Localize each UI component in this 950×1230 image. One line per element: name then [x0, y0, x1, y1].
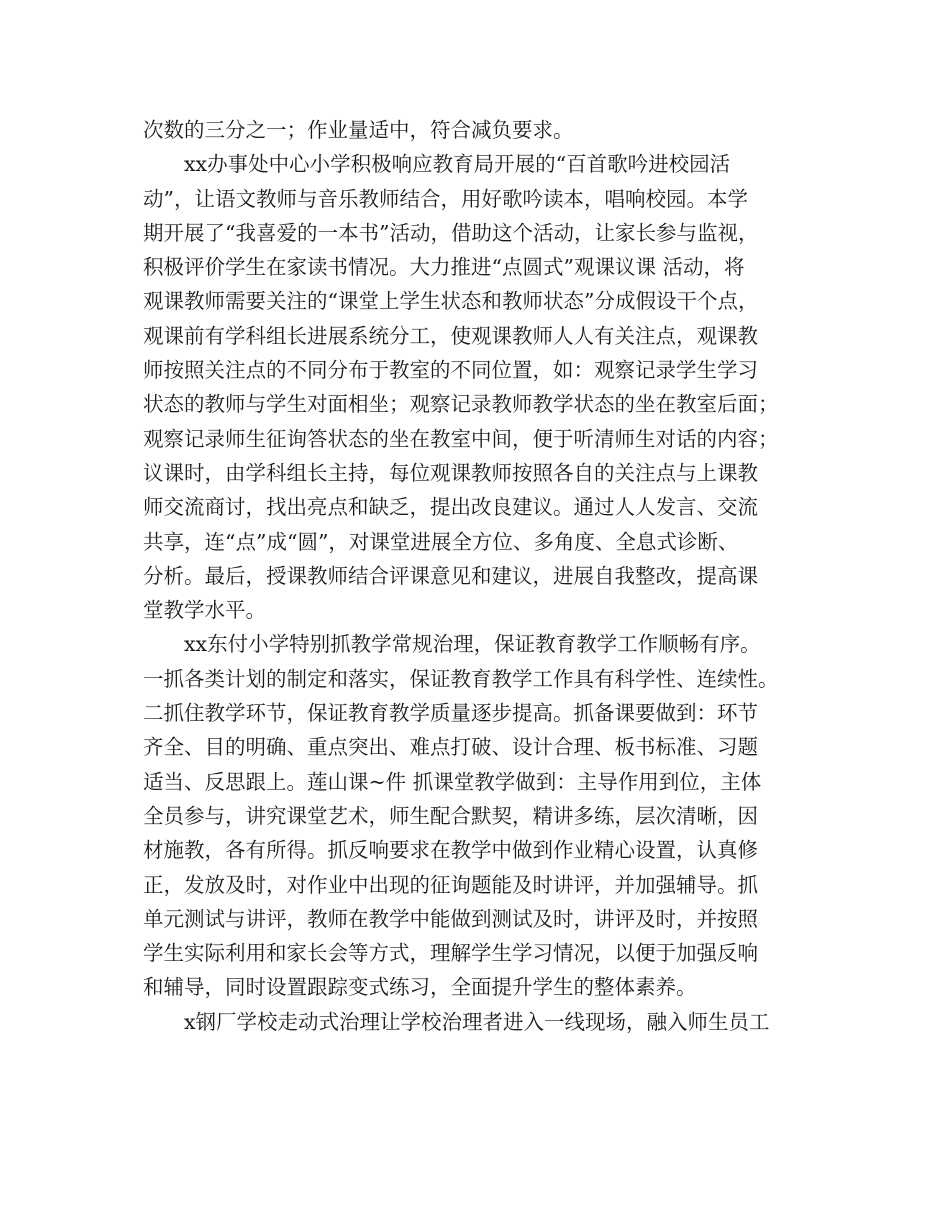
- paragraph-line: 观课教师需要关注的“课堂上学生状态和教师状态”分成假设干个点，: [143, 289, 759, 314]
- paragraph-line: 师交流商讨，找出亮点和缺乏，提出改良建议。通过人人发言、交流: [143, 495, 758, 520]
- paragraph-line: 和辅导，同时设置跟踪变式练习，全面提升学生的整体素养。: [143, 975, 697, 1000]
- paragraph-line: 分析。最后，授课教师结合评课意见和建议，进展自我整改，提高课: [143, 563, 758, 588]
- paragraph-line: 材施教，各有所得。抓反响要求在教学中做到作业精心设置，认真修: [143, 838, 758, 863]
- paragraph-line: 正，发放及时，对作业中出现的征询题能及时讲评，并加强辅导。抓: [143, 872, 758, 897]
- paragraph-line: 学生实际利用和家长会等方式，理解学生学习情况，以便于加强反响: [143, 941, 758, 966]
- paragraph-line: 期开展了“我喜爱的一本书”活动，借助这个活动，让家长参与监视，: [143, 220, 759, 245]
- paragraph-line: 一抓各类计划的制定和落实，保证教育教学工作具有科学性、连续性。: [143, 666, 779, 691]
- paragraph-first-line: xx东付小学特别抓教学常规治理，保证教育教学工作顺畅有序。: [184, 632, 761, 657]
- paragraph-line: 议课时，由学科组长主持，每位观课教师按照各自的关注点与上课教: [143, 460, 758, 485]
- paragraph-line: 齐全、目的明确、重点突出、难点打破、设计合理、板书标准、习题: [143, 735, 758, 760]
- paragraph-first-line: x钢厂学校走动式治理让学校治理者进入一线现场，融入师生员工: [184, 1009, 770, 1034]
- paragraph-line: 二抓住教学环节，保证教育教学质量逐步提高。抓备课要做到：环节: [143, 701, 758, 726]
- paragraph-line: 积极评价学生在家读书情况。大力推进“点圆式”观课议课 活动，将: [143, 255, 745, 280]
- paragraph-line: 堂教学水平。: [143, 598, 266, 623]
- paragraph-line: 状态的教师与学生对面相坐；观察记录教师教学状态的坐在教室后面；: [143, 392, 779, 417]
- paragraph-line: 观察记录师生征询答状态的坐在教室中间，便于听清师生对话的内容；: [143, 426, 779, 451]
- paragraph-first-line: xx办事处中心小学积极响应教育局开展的“百首歌吟进校园活: [184, 152, 731, 177]
- paragraph-line: 次数的三分之一；作业量适中，符合减负要求。: [143, 118, 574, 142]
- paragraph-line: 观课前有学科组长进展系统分工，使观课教师人人有关注点，观课教: [143, 323, 758, 348]
- paragraph-line: 适当、反思跟上。莲山课~件 抓课堂教学做到：主导作用到位，主体: [143, 769, 762, 794]
- document-body: [143, 113, 827, 1039]
- paragraph-line: 单元测试与讲评，教师在教学中能做到测试及时，讲评及时，并按照: [143, 906, 758, 931]
- paragraph-line: 动”，让语文教师与音乐教师结合，用好歌吟读本，唱响校园。本学: [143, 186, 748, 211]
- paragraph-line: 师按照关注点的不同分布于教室的不同位置，如：观察记录学生学习: [143, 358, 758, 383]
- paragraph-line: 共享，连“点”成“圆”，对课堂进展全方位、多角度、全息式诊断、: [143, 529, 739, 554]
- paragraph-line: 全员参与，讲究课堂艺术，师生配合默契，精讲多练，层次清晰，因: [143, 803, 758, 828]
